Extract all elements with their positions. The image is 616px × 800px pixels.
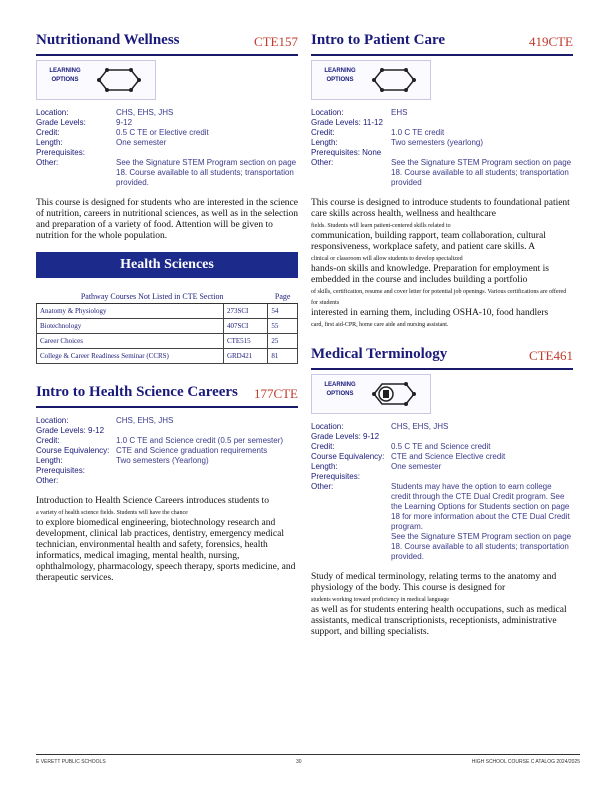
info-row [311,442,573,452]
info-value [391,148,573,158]
info-value: 1.0 C TE credit [391,128,445,137]
course-title: Medical Terminology [311,346,448,362]
info-value: 1.0 C TE and Science credit (0.5 per semester) [116,436,284,445]
info-row [311,118,573,128]
learning-options-icon [372,67,416,93]
info-key: Course Equivalency: [311,452,385,461]
course-description [36,496,298,584]
table-row [37,304,298,319]
info-row [311,472,573,482]
info-key [311,532,391,562]
info-row [36,456,298,466]
info-value: See the Signature STEM Program section on page 18. Course available to all students; transportation provided [391,158,572,187]
info-key: Credit: [36,128,60,137]
learning-options-label: LEARNING OPTIONS [49,68,81,83]
info-value: CTE and Science graduation requirements [116,446,268,455]
info-key: Grade Levels: 9-12 [36,426,105,435]
info-key: Length: [36,138,63,147]
info-key: Grade Levels: 11-12 [311,118,383,127]
course-header-health-careers [36,382,298,408]
info-row [36,148,298,158]
description-small-text: students working toward proficiency in medical language [311,597,449,603]
info-row [36,158,298,188]
table-cell-code: 273SCI [223,304,267,319]
info-row [36,138,298,148]
info-row [311,462,573,472]
table-cell-course: Career Choices [37,334,224,349]
description-text: Study of medical terminology, relating terms to the anatomy and physiology of the body. This course is designed for [311,572,557,593]
table-cell-course: Biotechnology [37,319,224,334]
info-row [311,452,573,462]
description-small-text: of skills, certification, resume and cover letter for potential job openings. Various certifications are offered for students [311,289,567,306]
info-key: Credit: [311,442,335,451]
info-key: Length: [311,138,338,147]
info-row [311,482,573,532]
info-row [36,118,298,128]
table-cell-course: Anatomy & Physiology [37,304,224,319]
course-header-nutrition [36,30,298,56]
learning-options-icon [97,67,141,93]
info-key: Grade Levels: 9-12 [311,432,380,441]
info-row [36,416,298,426]
pathway-table [36,290,298,364]
info-value: Two semesters (yearlong) [391,138,484,147]
footer-page-number: 30 [296,759,302,765]
info-key: Location: [311,108,344,117]
info-key: Location: [311,422,344,431]
info-row [36,436,298,446]
info-key: Other: [36,476,59,485]
info-key: Prerequisites: [36,148,85,157]
course-info [311,108,573,188]
info-row [311,432,573,442]
info-key: Length: [36,456,63,465]
info-row [311,422,573,432]
left-column [36,0,298,584]
info-key: Other: [311,482,334,491]
info-row [36,476,298,486]
course-description [311,198,573,330]
course-info [36,416,298,486]
course-description: This course is designed for students who are interested in the science of nutrition, careers in nutritional sciences, as well as in the selection and preparation of a variety of food. Attention will be given to nutrition for the whole population. [36,198,298,241]
info-row [311,128,573,138]
description-small-text: fields. Students will learn patient-centered skills related to [311,223,451,229]
table-header-pathway: Pathway Courses Not Listed in CTE Section [37,290,268,304]
info-value: CHS, EHS, JHS [391,422,449,431]
info-value [116,466,298,476]
info-key: Location: [36,416,69,425]
info-value: See the Signature STEM Program section on page 18. Course available to all students; transportation provided. [391,532,572,561]
info-key: Credit: [36,436,60,445]
info-row [311,158,573,188]
description-text: Introduction to Health Science Careers introduces students to [36,496,269,506]
info-row [311,532,573,562]
table-cell-code: 407SCI [223,319,267,334]
info-key: Course Equivalency: [36,446,110,455]
table-cell-code: CTE515 [223,334,267,349]
description-small-text: clinical or classroom will allow students to develop specialized [311,256,463,262]
course-info [311,422,573,562]
learning-options-box [311,374,431,414]
table-cell-page: 81 [268,349,298,364]
course-header-medical-terminology [311,344,573,370]
learning-options-label: LEARNING OPTIONS [324,68,356,83]
info-key: Grade Levels: [36,118,86,127]
table-cell-page: 25 [268,334,298,349]
info-row [36,108,298,118]
table-header-page: Page [268,290,298,304]
info-value [391,432,573,442]
table-cell-page: 55 [268,319,298,334]
info-value [116,476,298,486]
info-value [391,472,573,482]
description-small-text: card, first aid-CPR, home care aide and nursing assistant. [311,322,449,328]
info-value: One semester [116,138,167,147]
course-code: CTE157 [253,34,298,49]
learning-options-box [311,60,431,100]
info-key: Prerequisites: [36,466,85,475]
info-key: Credit: [311,128,335,137]
section-banner: Health Sciences [36,252,298,278]
info-key: Other: [311,158,334,167]
info-row [36,426,298,436]
info-row [311,148,573,158]
right-column [311,0,573,638]
table-row [37,334,298,349]
info-value: CHS, EHS, JHS [116,108,174,117]
page-footer [36,754,580,770]
info-value [116,148,298,158]
info-row [36,128,298,138]
course-info [36,108,298,188]
table-row [37,349,298,364]
table-cell-page: 54 [268,304,298,319]
course-code: CTE461 [528,348,573,363]
info-value: Students may have the option to earn college credit through the CTE Dual Credit program. See the Learning Options for Students section on page 18 for more information about the CTE Dual Credit program. [391,482,570,531]
info-value: CHS, EHS, JHS [116,416,174,425]
info-key: Prerequisites: None [311,148,382,157]
info-value: 9-12 [116,118,133,127]
course-code: 177CTE [253,386,298,401]
course-code: 419CTE [528,34,573,49]
info-row [311,108,573,118]
info-row [311,138,573,148]
info-key: Location: [36,108,69,117]
info-row [36,446,298,456]
info-value: CTE and Science Elective credit [391,452,506,461]
description-text: interested in earning them, including OSHA-10, food handlers [311,308,549,318]
info-value: One semester [391,462,442,471]
info-value: 0.5 C TE or Elective credit [116,128,209,137]
info-row [36,466,298,476]
course-description [311,572,573,638]
footer-district: E VERETT PUBLIC SCHOOLS [36,759,106,765]
description-text: communication, building rapport, team collaboration, cultural responsiveness, workplace safety, and patient care skills. A [311,231,546,252]
table-row [37,319,298,334]
info-value: 0.5 C TE and Science credit [391,442,491,451]
description-text: This course is designed to introduce students to foundational patient care skills across health, wellness and healthcare [311,198,570,219]
info-value: Two semesters (Yearlong) [116,456,209,465]
description-text: to explore biomedical engineering, biotechnology research and development, clinical lab practices, dentistry, emergency medical technician, environmental health and safety, forensics, health informatics, medical imaging, mental health, nursing, ophthalmology, pharmacology, speech therapy, sports medicine, and therapeutic services. [36,518,296,583]
info-value [391,118,573,128]
info-key: Length: [311,462,338,471]
course-title: Intro to Patient Care [311,32,446,48]
description-text: as well as for students entering health occupations, such as medical assistants, medical transcriptionists, receptionists, administrative support, and billing specialists. [311,605,567,637]
footer-catalog: HIGH SCHOOL COURSE C ATALOG 2024/2025 [471,759,580,765]
learning-options-box [36,60,156,100]
table-cell-course: College & Career Readiness Seminar (CCRS) [37,349,224,364]
info-value: EHS [391,108,408,117]
table-cell-code: GRD421 [223,349,267,364]
info-key: Prerequisites: [311,472,360,481]
description-text: hands-on skills and knowledge. Preparation for employment is embedded in the course and includes building a portfolio [311,264,549,285]
info-key: Other: [36,158,59,167]
course-title: Intro to Health Science Careers [36,384,238,400]
dual-credit-icon [372,381,416,407]
course-title: Nutritionand Wellness [36,32,180,48]
description-small-text: a variety of health science fields. Students will have the chance [36,510,188,516]
learning-options-label: LEARNING OPTIONS [324,382,356,397]
course-header-patient-care [311,30,573,56]
info-value [116,426,298,436]
info-value: See the Signature STEM Program section on page 18. Course available to all students; transportation provided. [116,158,297,187]
